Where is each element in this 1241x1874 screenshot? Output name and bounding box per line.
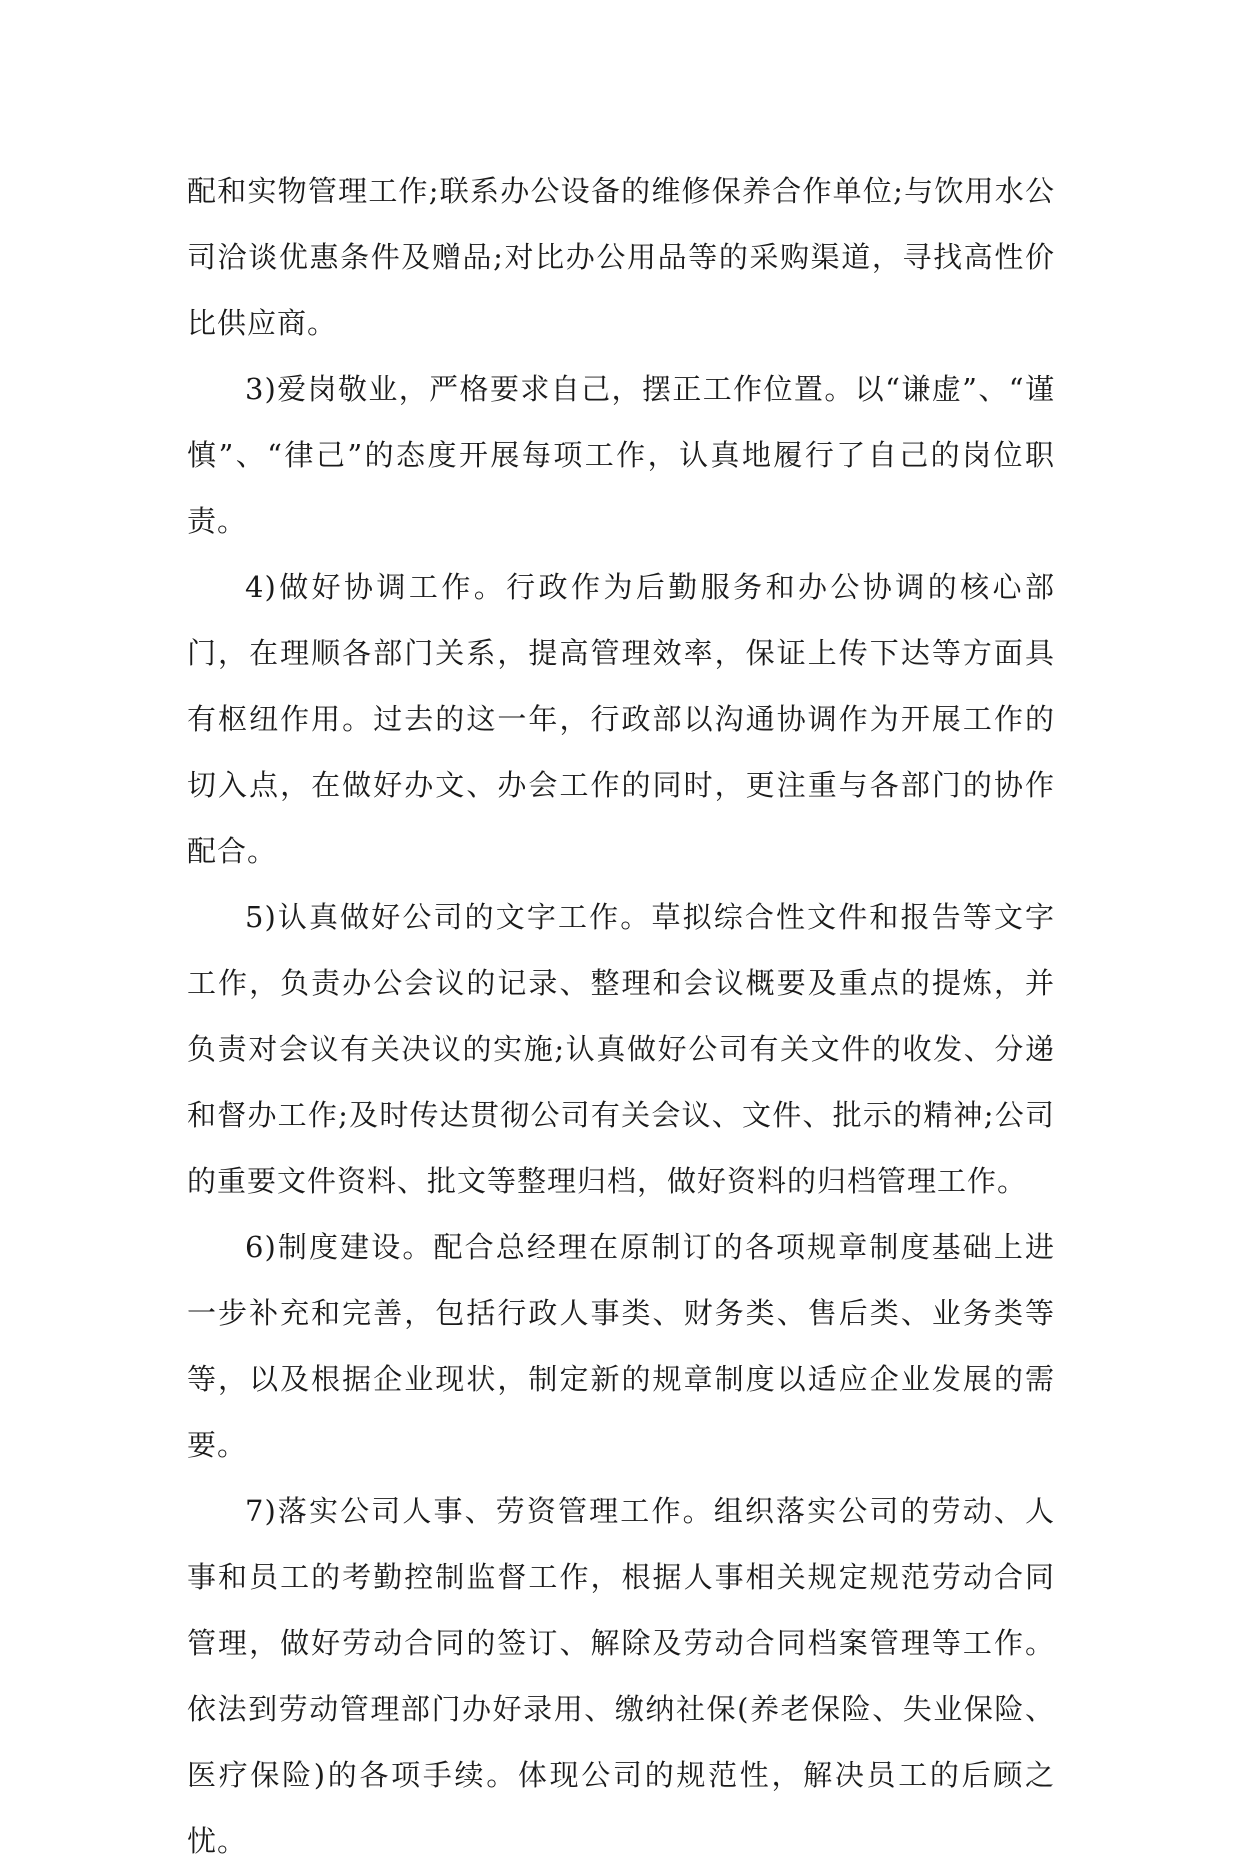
paragraph-item-7: 7)落实公司人事、劳资管理工作。组织落实公司的劳动、人事和员工的考勤控制监督工作，根据人事相关规定规范劳动合同管理，做好劳动合同的签订、解除及劳动合同档案管理等工作。依法到劳动管理部门办好录用、缴纳社保(养老保险、失业保险、医疗保险)的各项手续。体现公司的规范性，解决员工的后顾之忧。: [187, 1494, 1055, 1858]
paragraph-item-6: 6)制度建设。配合总经理在原制订的各项规章制度基础上进一步补充和完善，包括行政人事类、财务类、售后类、业务类等等，以及根据企业现状，制定新的规章制度以适应企业发展的需要。: [187, 1230, 1055, 1462]
paragraph-item-4: 4)做好协调工作。行政作为后勤服务和办公协调的核心部门，在理顺各部门关系，提高管理效率，保证上传下达等方面具有枢纽作用。过去的这一年，行政部以沟通协调作为开展工作的切入点，在做好办文、办会工作的同时，更注重与各部门的协作配合。: [187, 570, 1055, 868]
document-body: [187, 158, 1055, 1874]
paragraph-item-3: 3)爱岗敬业，严格要求自己，摆正工作位置。以“谦虚”、“谨慎”、“律己”的态度开展每项工作，认真地履行了自己的岗位职责。: [187, 372, 1055, 538]
paragraph-item-5: 5)认真做好公司的文字工作。草拟综合性文件和报告等文字工作，负责办公会议的记录、整理和会议概要及重点的提炼，并负责对会议有关决议的实施;认真做好公司有关文件的收发、分递和督办工作;及时传达贯彻公司有关会议、文件、批示的精神;公司的重要文件资料、批文等整理归档，做好资料的归档管理工作。: [187, 900, 1055, 1198]
paragraph-continued: 配和实物管理工作;联系办公设备的维修保养合作单位;与饮用水公司洽谈优惠条件及赠品;对比办公用品等的采购渠道，寻找高性价比供应商。: [187, 174, 1055, 340]
